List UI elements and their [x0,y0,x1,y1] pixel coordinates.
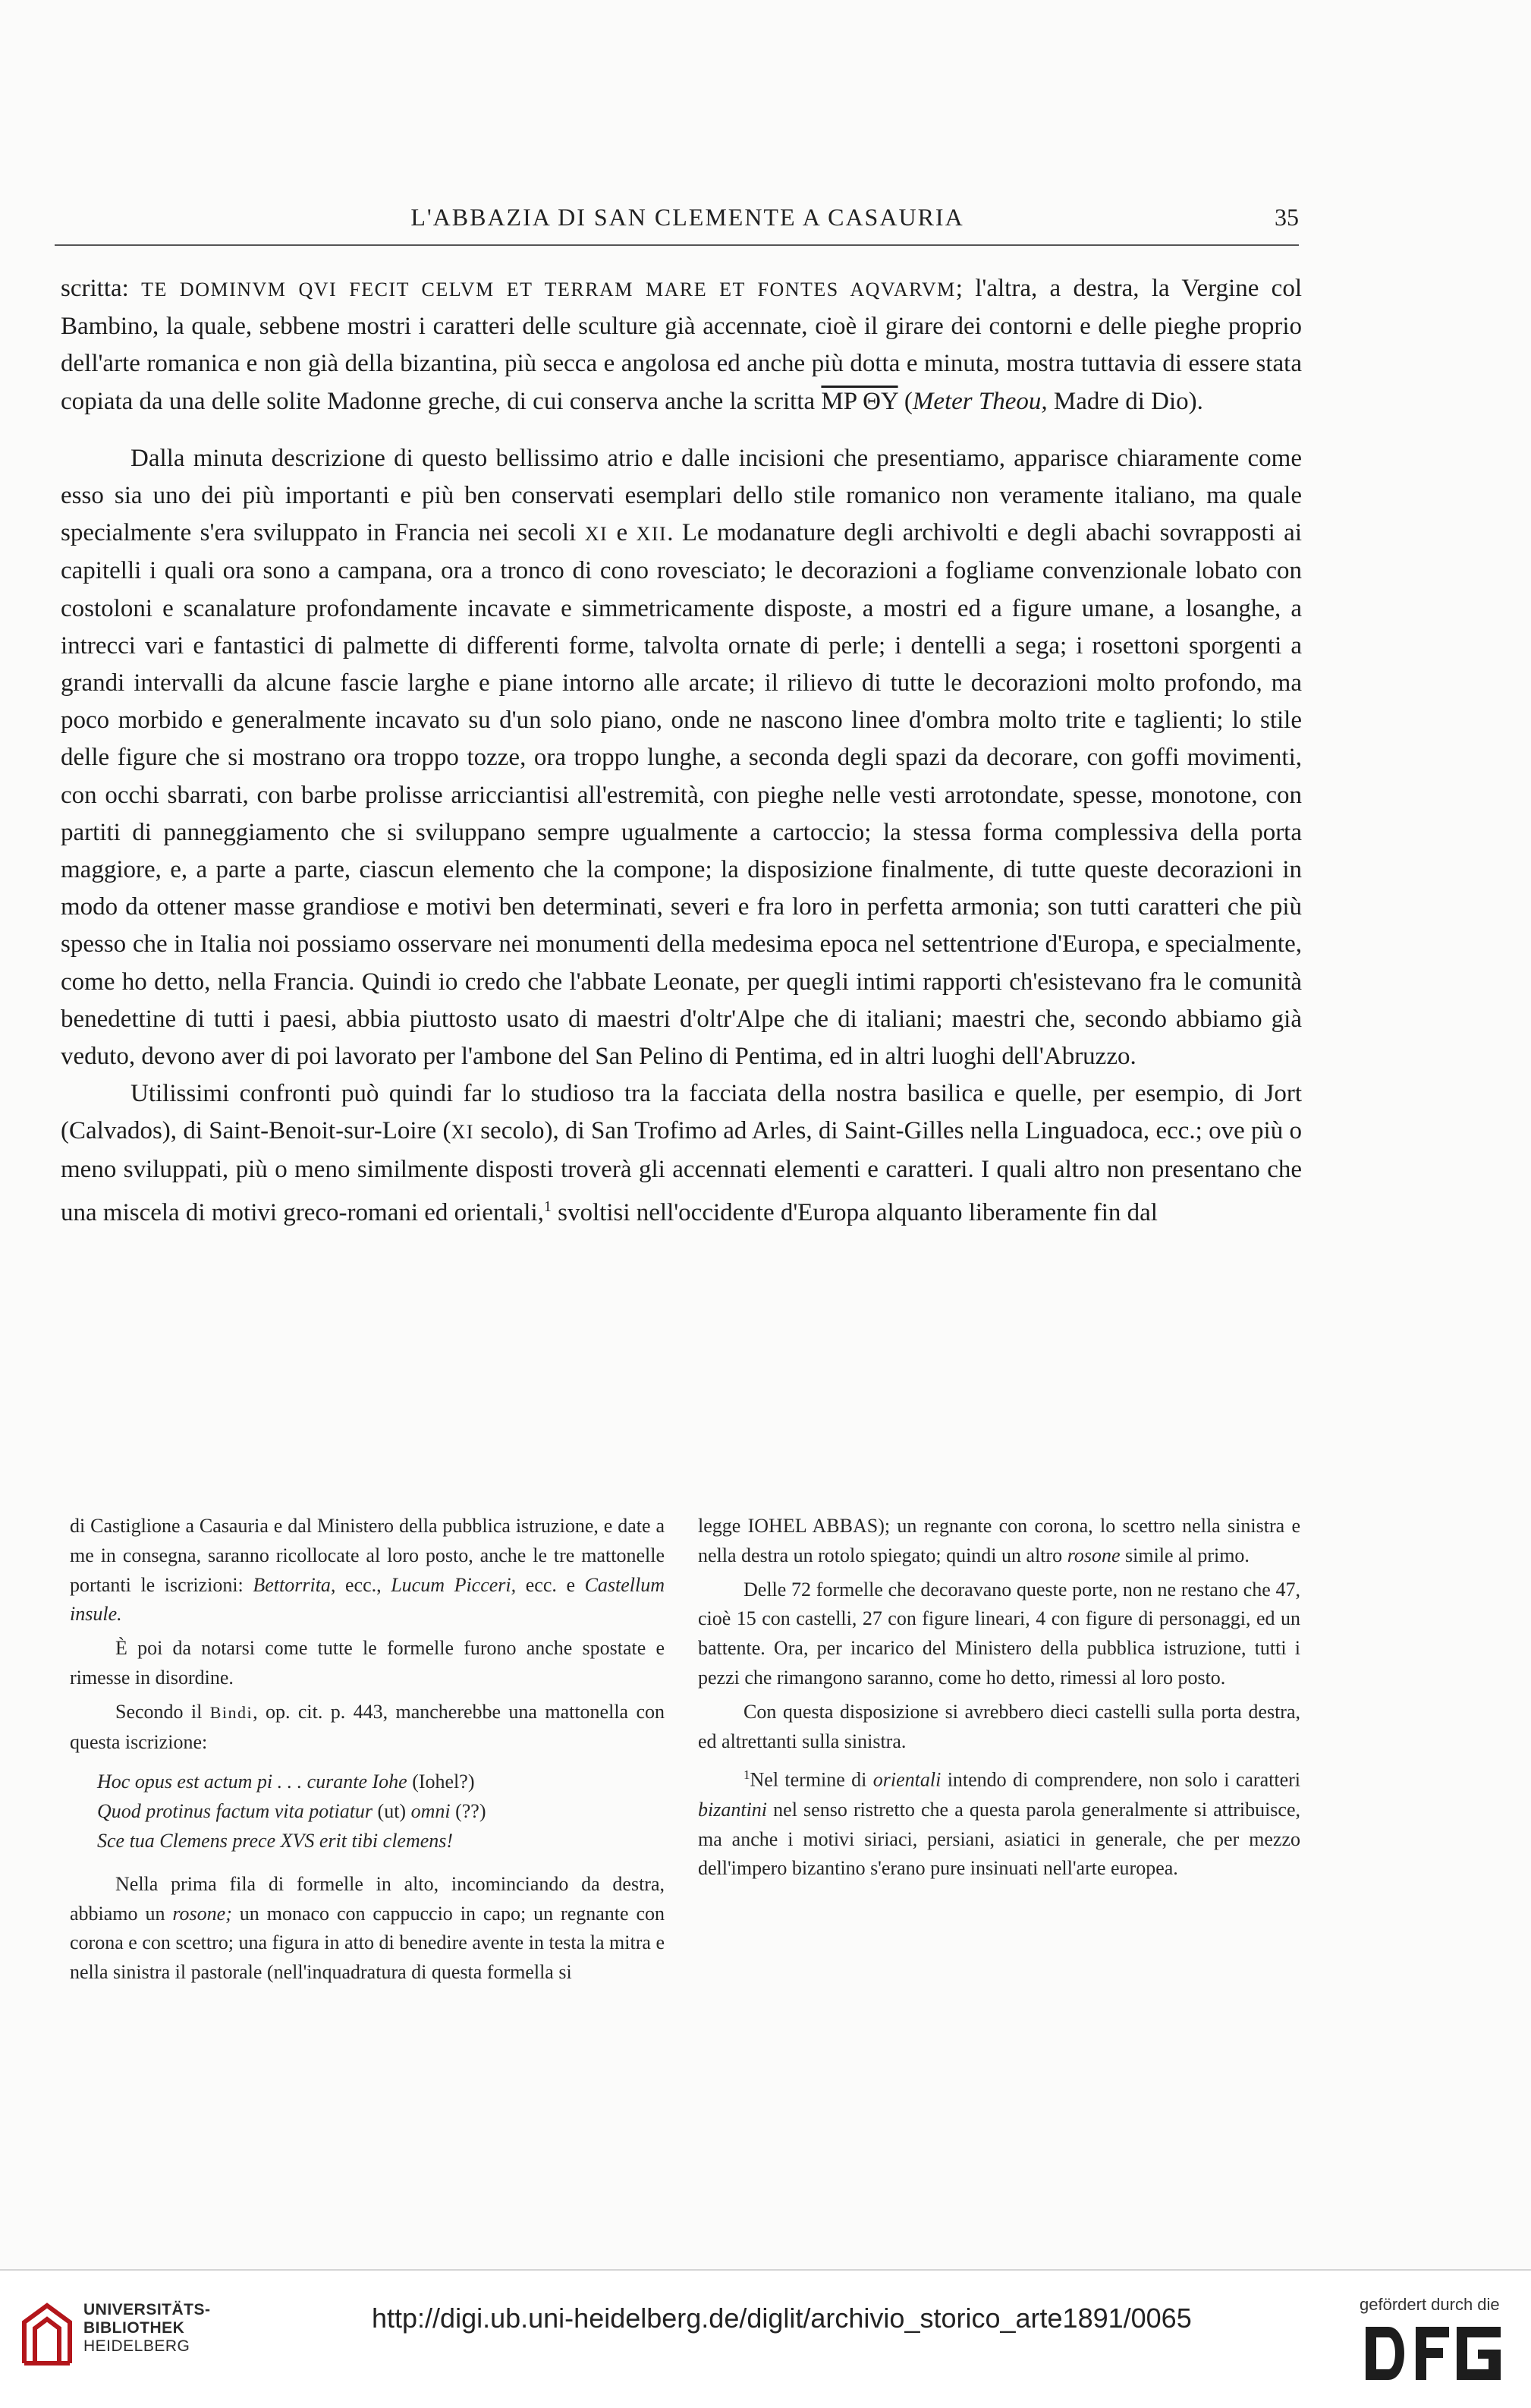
text-run: di Castiglione a Casauria e dal Ministero della pubblica istruzione, e date a me in consegna, saranno ricollocate al loro posto, anche le tre mattonelle portanti le iscrizioni: [70,1515,665,1596]
footnotes-right-column [698,1512,1300,1884]
header-rule [55,244,1299,246]
text-run: ( [898,387,913,415]
sponsor-caption: gefördert durch die [1360,2295,1500,2314]
italic-term: orientali [872,1769,942,1792]
inscription-line [97,1767,665,1797]
text-run: Hoc opus est actum pi . . . curante Iohe [97,1771,407,1793]
text-run: omni [410,1800,451,1823]
text-run: scritta: [61,275,142,302]
text-run: un monaco con cappuccio in capo; un regnante con corona e con scettro; una figura in atto di benedire avente in testa la mitra e nella sinistra il pastorale (nell'inquadratura di questa formella si [70,1902,665,1984]
author-name: Bindi [209,1702,253,1722]
text-run: simile al primo. [1120,1544,1250,1566]
logo-line: UNIVERSITÄTS- [83,2301,211,2318]
footnote-paragraph: Delle 72 formelle che decoravano queste porte, non ne restano che 47, cioè 15 con castelli, 27 con figure lineari, 4 con figure di personaggi, ed un battente. Ora, per incarico del Ministero della pubblica istruzione, tutti i pezzi che rimangono saranno, come ho detto, rimessi al loro posto. [698,1578,1300,1689]
footnotes-left-column [70,1512,665,1988]
text-run: ecc. e [516,1573,585,1596]
text-run: Quod protinus factum vita potiatur [97,1800,373,1823]
text-run: , op. cit. p. 443, mancherebbe una mattonella con questa iscrizione: [70,1700,665,1753]
text-run: ; l'altra, a destra, la Vergine col Bambino, la quale, sebbene mostri i caratteri delle sculture già accennate, cioè il girare dei contorni e delle pieghe proprio dell'arte romanica e non già della bizantina, più secca e angolosa ed anche più dotta e minuta, mostra tuttavia di essere stata copiata da una delle solite Madonne greche, di cui conserva anche la scritta [61,275,1302,415]
text-run: Nella prima fila di formelle in alto, incominciando da destra, abbiamo un [70,1872,665,1925]
text-run: Nel termine di [750,1769,873,1792]
roman-numeral: XI [584,523,608,546]
text-run: (??) [450,1800,486,1823]
text-run: e [608,519,637,547]
text-run: Utilissimi confronti può quindi far lo studioso tra la facciata della nostra basilica e quelle, per esempio, di Jort (Calvados), di Saint-Benoit-sur-Loire ( [61,1080,1302,1145]
footnote-1 [698,1761,1300,1884]
text-run: Dalla minuta descrizione di questo bellissimo atrio e dalle incisioni che presentiamo, apparisce chiaramente come esso sia uno dei più importanti e più ben conservati esemplari dello stile romanico non veramente italiano, ma quale specialmente s'era sviluppato in Francia nei secoli [61,444,1302,547]
roman-numeral: XI [451,1121,474,1144]
running-title: L'ABBAZIA DI SAN CLEMENTE A CASAURIA [410,203,964,231]
greek-monogram: MP ΘY [821,387,898,415]
page-header [76,199,1299,238]
text-run: Madre di Dio). [1047,387,1203,415]
footnote-paragraph [70,1870,665,1988]
footnote-paragraph: Con questa disposizione si avrebbero dieci castelli sulla porta destra, ed altrettanti sulla sinistra. [698,1700,1300,1752]
inscription-line [97,1797,665,1827]
footnote-number: 1 [743,1767,750,1783]
text-run: (Iohel?) [407,1771,475,1793]
paragraph-3 [61,1075,1302,1232]
footnote-paragraph: È poi da notarsi come tutte le formelle furono anche spostate e rimesse in disordine. [70,1637,665,1689]
text-run: nel senso ristretto che a questa parola generalmente si attribuisce, ma anche i motivi siriaci, persiani, asiatici in generale, che per mezzo dell'impero bizantino s'erano pure insinuati nell'arte europea. [698,1798,1300,1880]
italic-term: rosone [1067,1544,1121,1566]
digitization-footer [0,2269,1531,2408]
text-run: ecc., [335,1573,391,1596]
dfg-logo-icon[interactable] [1363,2324,1507,2384]
paragraph-2 [61,440,1302,1075]
page-number: 35 [1275,203,1299,231]
roman-numeral: XII [636,523,668,546]
italic-term: Bettorrita, [253,1573,336,1596]
italic-term: bizantini [698,1798,768,1821]
footnote-marker[interactable]: 1 [543,1198,552,1215]
paragraph-1 [61,270,1302,420]
italic-term: rosone; [172,1902,232,1925]
text-run: secolo), di San Trofimo ad Arles, di Saint-Gilles nella Linguadoca, ecc.; ove più o meno sviluppati, più o meno similmente disposti troverà gli accennati elementi e caratteri. I quali altro non presentano che una miscela di motivi greco-romani ed orientali, [61,1117,1302,1226]
footnote-paragraph [70,1512,665,1629]
italic-term: Castellum insule. [70,1573,665,1626]
text-run: legge IOHEL ABBAS); un regnante con corona, lo scettro nella sinistra e nella destra un rotolo spiegato; quindi un altro [698,1515,1300,1566]
inscription-line: Sce tua Clemens prece XVS erit tibi clemens! [97,1829,454,1852]
logo-line: HEIDELBERG [83,2337,190,2355]
university-library-logo-icon[interactable] [20,2299,76,2369]
logo-line: BIBLIOTHEK [83,2319,185,2337]
text-run: . Le modanature degli archivolti e degli abachi sovrapposti ai capitelli i quali ora sono a campana, ora a tronco di cono rovesciato; le decorazioni a fogliame convenzionale lobato con costoloni e scanalature profondamente incavate e simmetricamente disposte, a mostri ed a figure umane, a losanghe, a intrecci vari e fantastici di palmette di differenti forme, talvolta ornate di perle; i dentelli a sega; i rosettoni sporgenti a grandi intervalli da alcune fascie larghe e piane intorno alle arcate; il rilievo di tutte le decorazioni molto profondo, ma poco morbido e generalmente incavato su d'un solo piano, onde ne nascono linee d'ombra molto trite e taglienti; lo stile delle figure che si mostrano ora troppo tozze, ora troppo lunghe, a seconda degli spazi da decorare, con goffi movimenti, con occhi sbarrati, con barbe prolisse arricciantisi all'estremità, con pieghe nelle vesti arrotondate, spesse, monotone, con partiti di panneggiamento che si sviluppano sempre ugualmente a cartoccio; la stessa forma complessiva della porta maggiore, e, a parte a parte, ciascun elemento che la compone; la disposizione finalmente, di tutte queste decorazioni in modo da ottener masse grandiose e motivi ben determinati, severi e fra loro in perfetta armonia; son tutti caratteri che più spesso che in Italia noi possiamo osservare nei monumenti della medesima epoca nel settentrione d'Europa, e specialmente, come ho detto, nella Francia. Quindi io credo che l'abbate Leonate, per quegli intimi rapporti ch'esistevano fra le comunità benedettine di tutti i paesi, abbia piuttosto usato di maestri d'oltr'Alpe che di italiani; maestri che, secondo abbiamo già veduto, devono aver di poi lavorato per l'ambone del San Pelino di Pentima, ed in altri luoghi dell'Abruzzo. [61,519,1302,1071]
permalink-url[interactable]: http://digi.ub.uni-heidelberg.de/diglit/archivio_storico_arte1891/0065 [372,2303,1192,2334]
footnote-paragraph [698,1512,1300,1571]
inscription-text: TE DOMINVM QVI FECIT CELVM ET TERRAM MARE ET FONTES AQVARVM [141,279,956,301]
italic-term: Lucum Picceri, [391,1573,517,1596]
italic-term: Meter Theou, [912,387,1048,415]
text-run: Secondo il [115,1700,210,1723]
main-text [61,270,1302,1232]
text-run: svoltisi nell'occidente d'Europa alquanto liberamente fin dal [551,1198,1158,1226]
university-library-name [83,2301,211,2356]
footnote-paragraph [70,1698,665,1758]
text-run: (ut) [373,1800,411,1823]
text-run: intendo di comprendere, non solo i caratteri [941,1769,1300,1792]
